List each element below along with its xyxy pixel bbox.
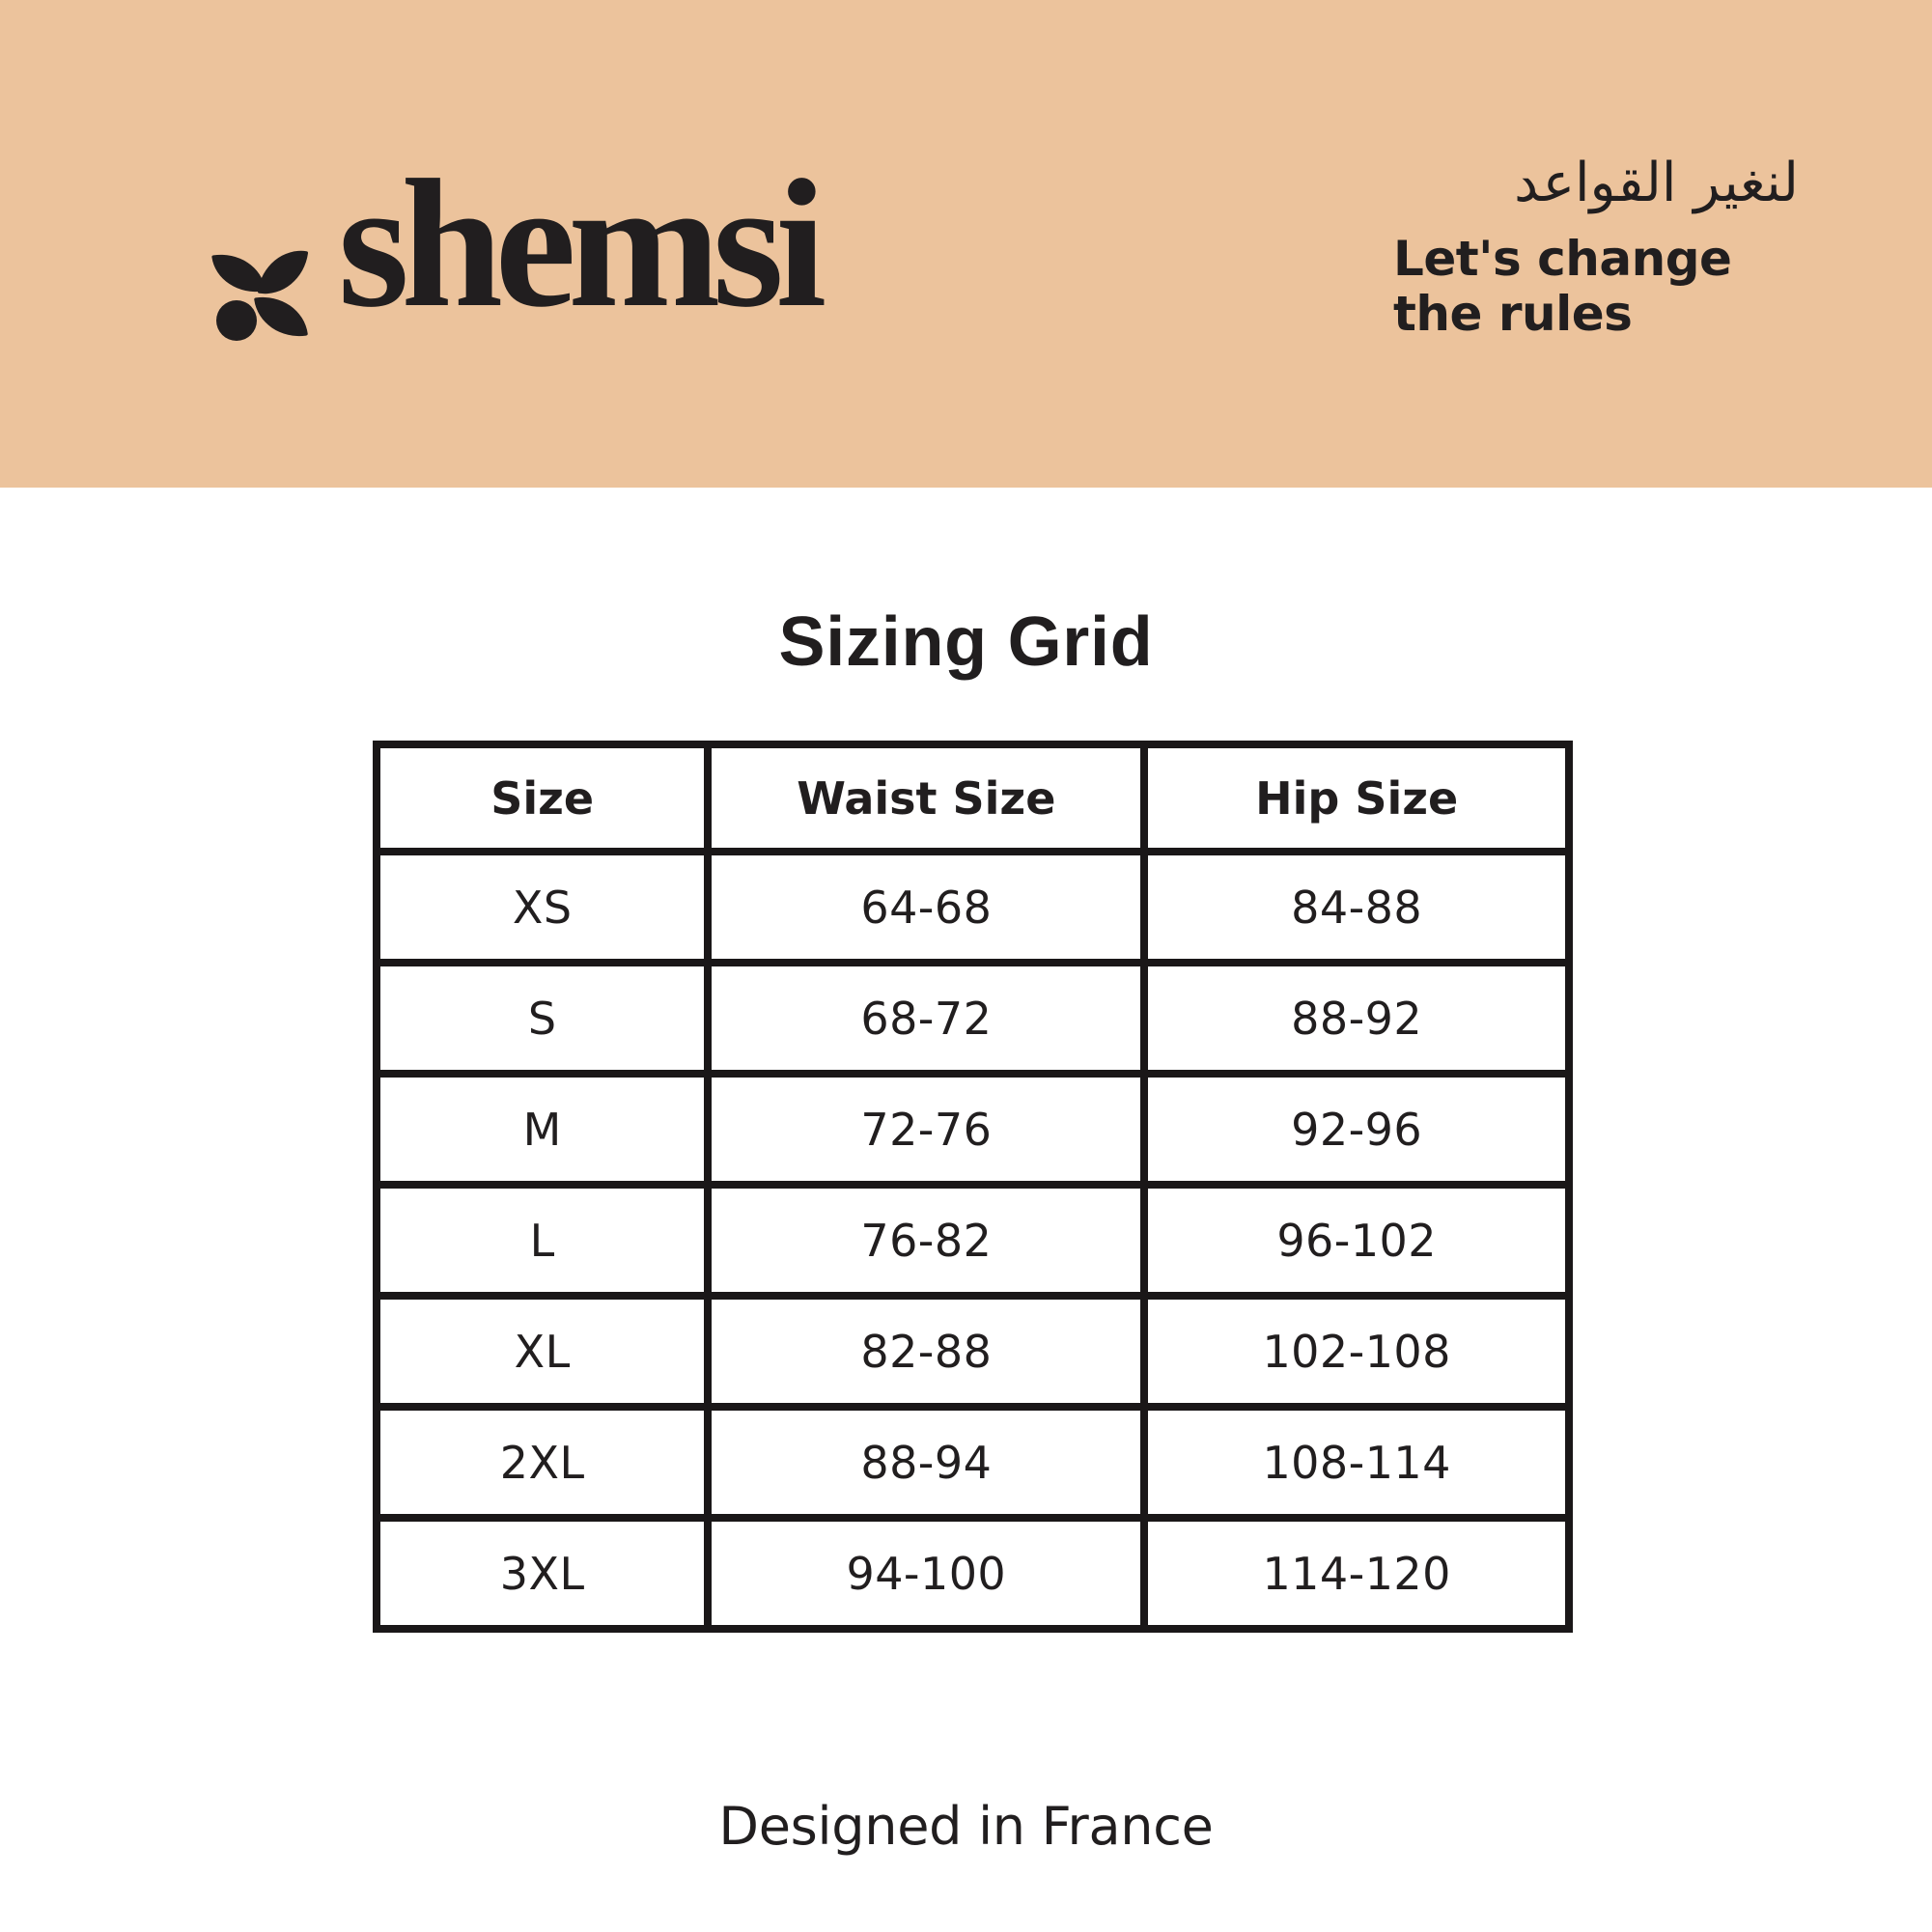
table-row-3xl	[377, 1518, 1569, 1629]
waist-cell: 88-94	[708, 1407, 1144, 1518]
table-row-s	[377, 963, 1569, 1074]
tagline-block	[1393, 135, 1799, 342]
table-row-2xl	[377, 1407, 1569, 1518]
table-row-xs	[377, 852, 1569, 963]
hip-cell: 102-108	[1144, 1296, 1569, 1407]
hip-cell: 92-96	[1144, 1074, 1569, 1185]
table-row-l	[377, 1185, 1569, 1296]
column-header-hip-size: Hip Size	[1144, 744, 1569, 852]
hip-cell: 96-102	[1144, 1185, 1569, 1296]
tagline-english-line1: Let's change	[1393, 231, 1732, 287]
hip-cell: 84-88	[1144, 852, 1569, 963]
waist-cell: 64-68	[708, 852, 1144, 963]
brand-wordmark: shemsi	[338, 143, 819, 346]
size-cell: 2XL	[377, 1407, 708, 1518]
petal-top-right	[258, 245, 309, 299]
hip-cell: 108-114	[1144, 1407, 1569, 1518]
petal-bottom-right	[254, 292, 308, 343]
size-cell: L	[377, 1185, 708, 1296]
hip-cell: 88-92	[1144, 963, 1569, 1074]
hip-cell: 114-120	[1144, 1518, 1569, 1629]
footer-note: Designed in France	[718, 1796, 1214, 1857]
size-cell: M	[377, 1074, 708, 1185]
table-row-m	[377, 1074, 1569, 1185]
table-row-xl	[377, 1296, 1569, 1407]
tagline-arabic: لنغير القواعد	[1514, 152, 1799, 214]
size-cell: XS	[377, 852, 708, 963]
waist-cell: 94-100	[708, 1518, 1144, 1629]
waist-cell: 72-76	[708, 1074, 1144, 1185]
column-header-waist-size: Waist Size	[708, 744, 1144, 852]
tagline-english-line2: the rules	[1393, 286, 1633, 342]
header-band	[0, 0, 1932, 488]
waist-cell: 76-82	[708, 1185, 1144, 1296]
size-cell: XL	[377, 1296, 708, 1407]
shemsi-petal-mark-icon	[214, 248, 305, 341]
sizing-table	[373, 741, 1573, 1633]
size-cell: S	[377, 963, 708, 1074]
size-cell: 3XL	[377, 1518, 708, 1629]
waist-cell: 68-72	[708, 963, 1144, 1074]
waist-cell: 82-88	[708, 1296, 1144, 1407]
petal-dot-bottom-left	[216, 300, 257, 341]
table-header-row	[377, 744, 1569, 852]
page-title: Sizing Grid	[778, 603, 1154, 681]
column-header-size: Size	[377, 744, 708, 852]
